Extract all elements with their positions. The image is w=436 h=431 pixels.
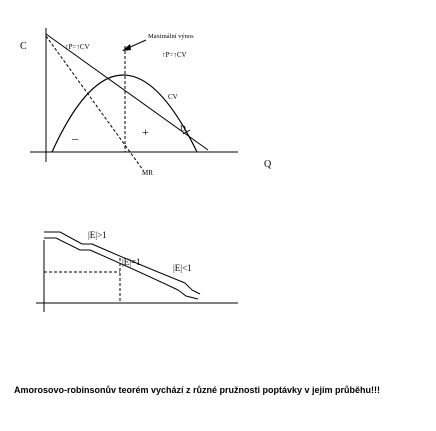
bottom-diagram (36, 230, 238, 312)
label-cv: CV (168, 93, 178, 101)
axis-x-label: Q (264, 159, 272, 170)
caption: Amorosovo-robinsonův teorém vychází z různé pružnosti poptávky v jejím průběhu!!! (14, 385, 381, 395)
label-mr: MR (142, 169, 153, 177)
top-diagram (20, 28, 272, 177)
label-minus: – (72, 131, 78, 145)
label-d: D (180, 124, 186, 133)
label-max-revenue: Maximální výnos (148, 33, 194, 40)
label-p-cv-left: ↑P=↑CV (65, 43, 90, 51)
label-plus: + (142, 125, 149, 139)
label-inelastic: |E|<1 (173, 263, 192, 273)
label-p-cv-right: ↑P=↑CV (162, 51, 187, 59)
max-arrow-head (122, 44, 131, 51)
axis-y-label: C (20, 41, 27, 52)
mr-line (46, 36, 143, 170)
max-arrow-line (128, 40, 146, 48)
label-unit-elastic: |E|=1 (122, 257, 141, 267)
label-elastic: |E|>1 (88, 230, 107, 240)
